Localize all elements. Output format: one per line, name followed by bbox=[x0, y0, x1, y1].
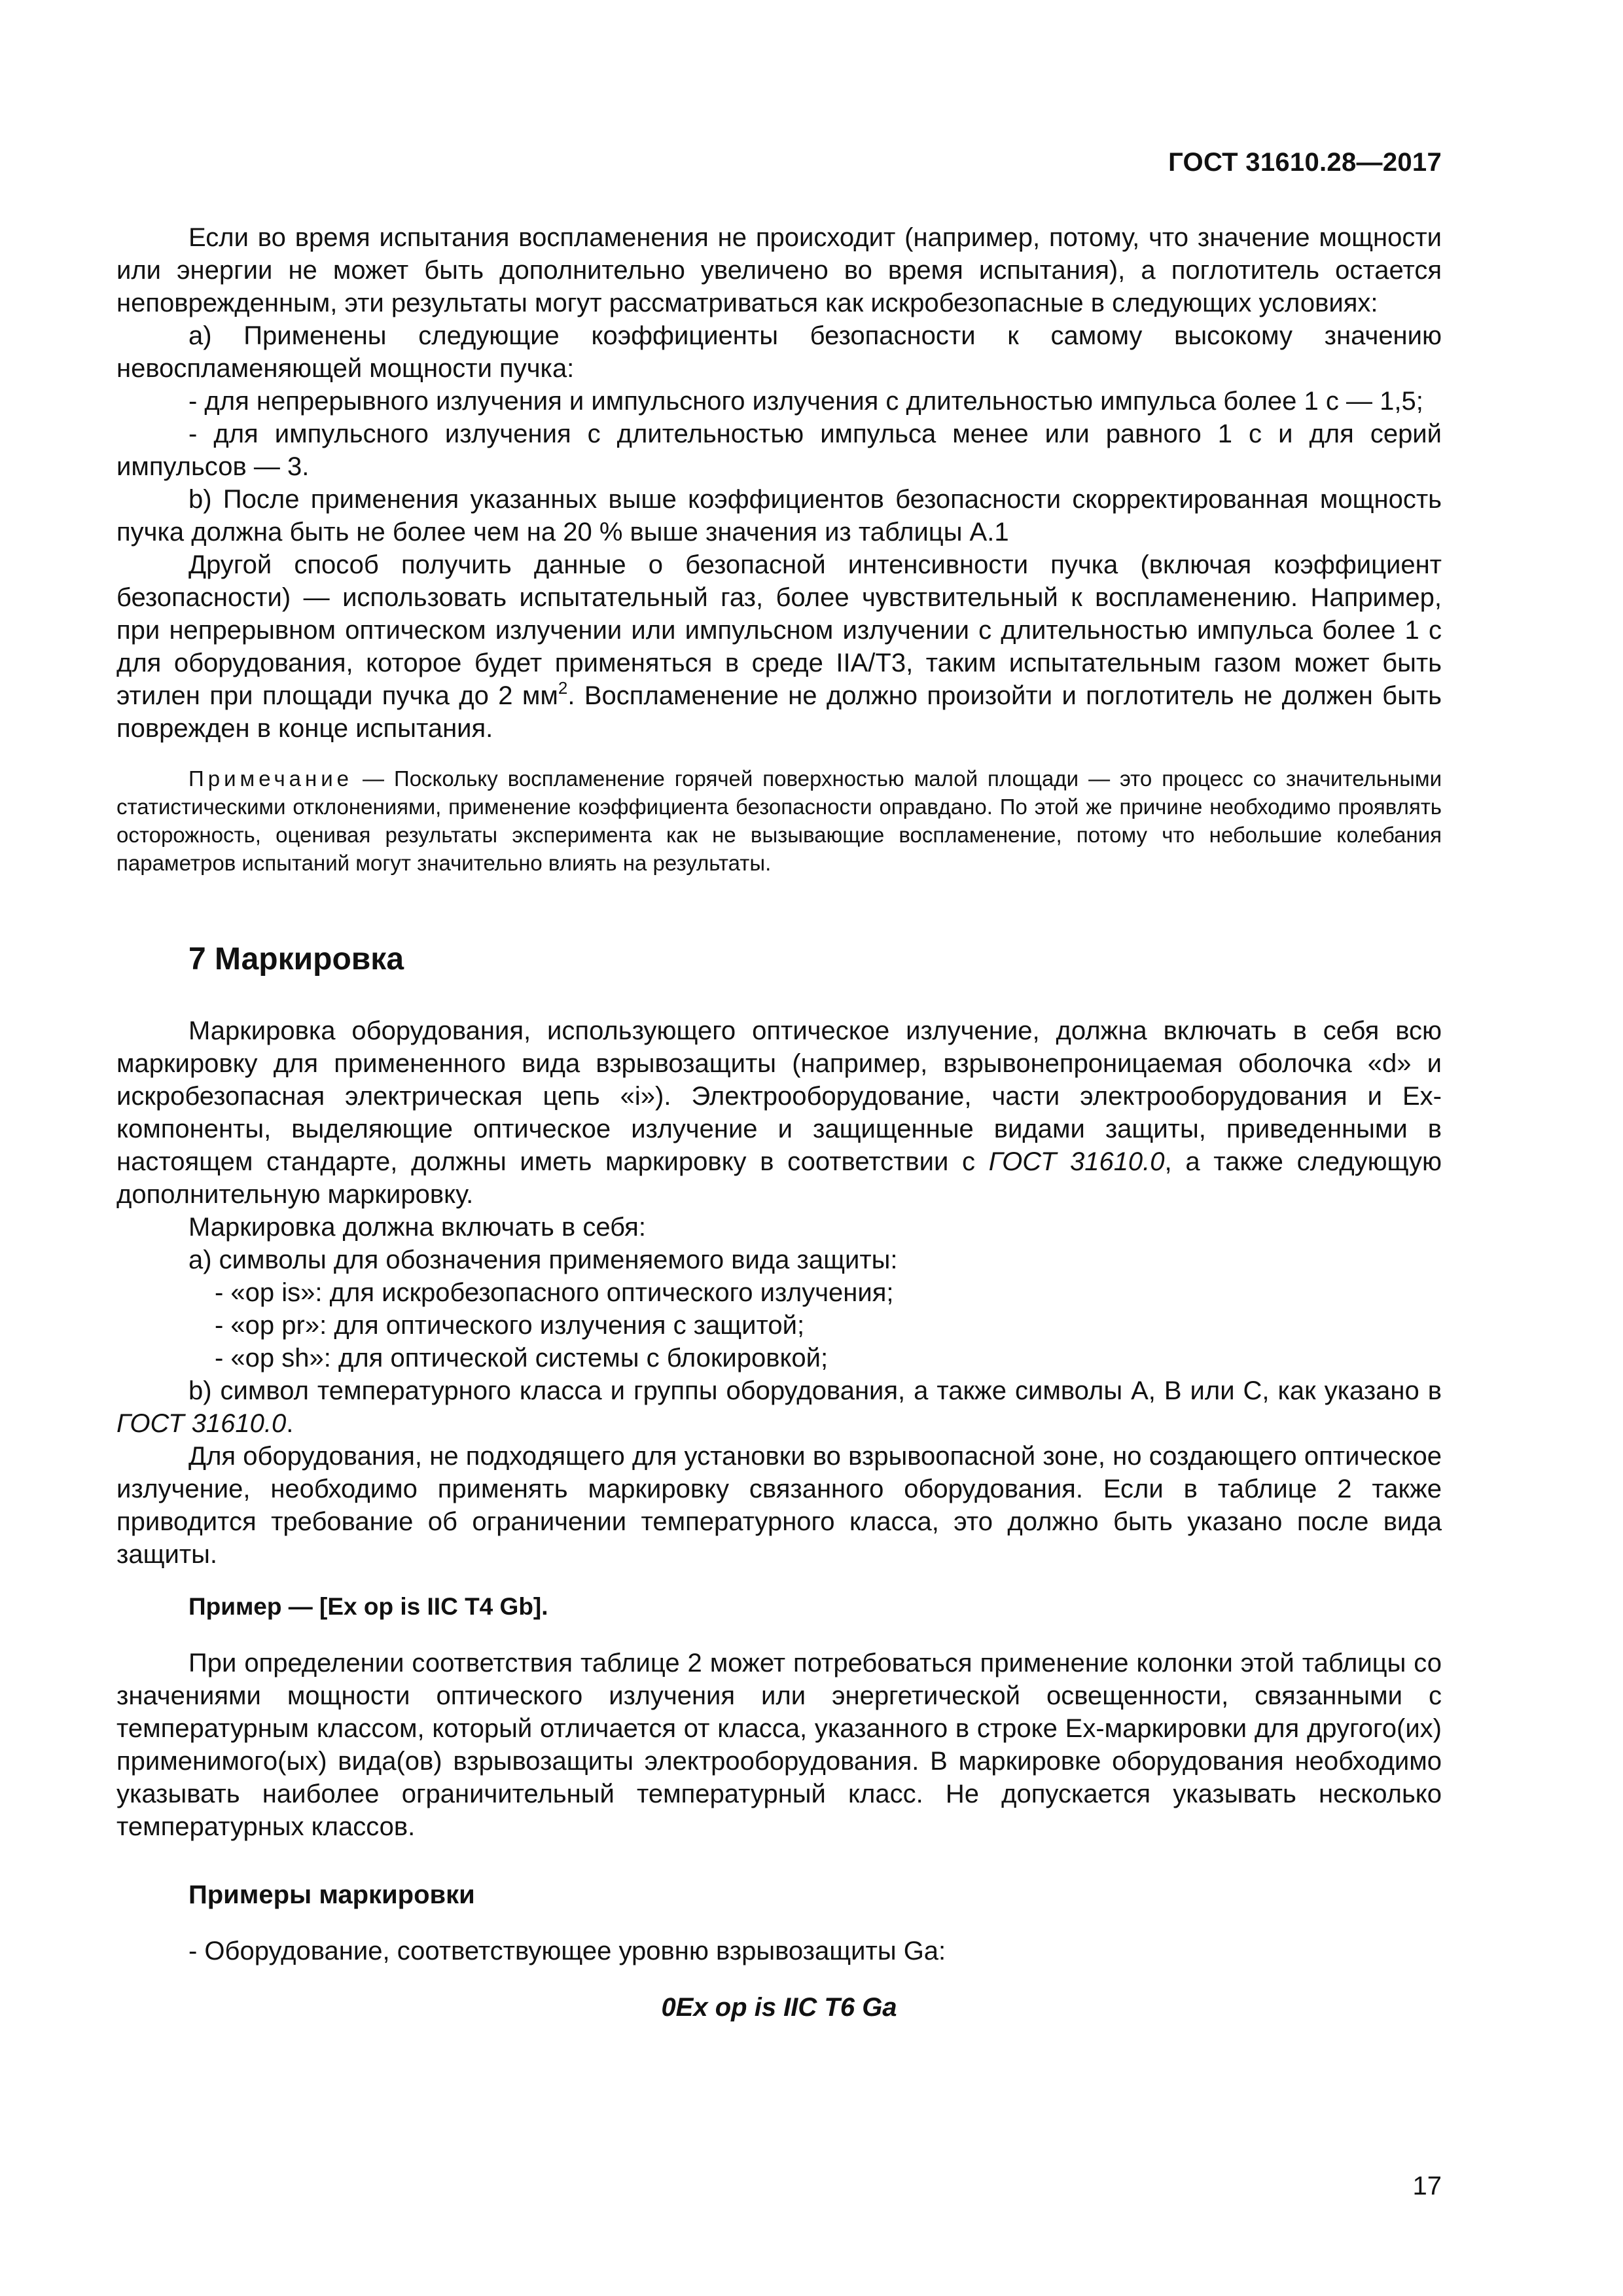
marking-item-b-end: . bbox=[286, 1409, 294, 1438]
marking-text-2: , а также следующую дополнительную маркировку. bbox=[116, 1147, 1442, 1209]
marking-paragraph-1 bbox=[116, 1014, 1442, 1211]
example-mark-ga: 0Ex op is IIC T6 Ga bbox=[661, 1993, 897, 2022]
marking-text-1: Маркировка оборудования, использующего оптическое излучение, должна включать в себя всю маркировку для примененного вида взрывозащиты (например, взрывонепроницаемая оболочка «d» и искробезопасная электрическая цепь «i»). Электрооборудование, части электрооборудования и Ex-компоненты, выделяющие оптическое излучение и защищенные видами защиты, приведенными в настоящем стандарте, должны иметь маркировку в соответствии с bbox=[116, 1016, 1442, 1176]
safety-factor-item-pulsed: - для импульсного излучения с длительностью импульса менее или равного 1 с и для серий импульсов — 3. bbox=[116, 420, 1442, 481]
marking-item-b bbox=[116, 1374, 1442, 1440]
section-7-heading: 7 Маркировка bbox=[188, 942, 404, 977]
alternative-method-text-1: Другой способ получить данные о безопасной интенсивности пучка (включая коэффициент безопасности) — использовать испытательный газ, более чувствительный к воспламенению. Например, при непрерывном оптическом излучении или импульсном излучении с длительностью импульса более 1 с для оборудования, которое будет применяться в среде IIA/T3, таким испытательным газом может быть этилен при площади пучка до 2 мм bbox=[116, 550, 1442, 710]
alternative-method-paragraph bbox=[116, 548, 1442, 745]
intro-paragraph-1: Если во время испытания воспламенения не происходит (например, потому, что значение мощности или энергии не может быть дополнительно увеличено во время испытания), а поглотитель остается неповрежденным, эти результаты могут рассматриваться как искробезопасные в следующих условиях: bbox=[116, 223, 1442, 317]
marking-item-b-text: b) символ температурного класса и группы оборудования, а также символы А, В или С, как указано в bbox=[188, 1376, 1442, 1405]
condition-b: b) После применения указанных выше коэффициентов безопасности скорректированная мощность пучка должна быть не более чем на 20 % выше значения из таблицы А.1 bbox=[116, 485, 1442, 547]
safety-factor-item-continuous: - для непрерывного излучения и импульсного излучения с длительностью импульса более 1 с — 1,5; bbox=[188, 387, 1423, 416]
symbol-op-is: - «op is»: для искробезопасного оптического излучения; bbox=[215, 1278, 894, 1307]
superscript-2: 2 bbox=[558, 678, 568, 698]
document-body bbox=[116, 221, 1442, 2024]
standard-code-header: ГОСТ 31610.28—2017 bbox=[1168, 148, 1442, 177]
example-item-ga: - Оборудование, соответствующее уровню взрывозащиты Ga: bbox=[188, 1937, 946, 1965]
table-2-compliance-paragraph: При определении соответствия таблице 2 может потребоваться применение колонки этой таблицы со значениями мощности оптического излучения или энергетической освещенности, связанными с температурным классом, который отличается от класса, указанного в строке Ex-маркировки для другого(их) применимого(ых) вида(ов) взрывозащиты электрооборудования. В маркировке оборудования необходимо указывать наиболее ограничительный температурный класс. Не допускается указывать несколько температурных классов. bbox=[116, 1649, 1442, 1841]
associated-equipment-paragraph: Для оборудования, не подходящего для установки во взрывоопасной зоне, но создающего оптическое излучение, необходимо применять маркировку связанного оборудования. Если в таблице 2 также приводится требование об ограничении температурного класса, это должно быть указано после вида защиты. bbox=[116, 1442, 1442, 1569]
condition-a: а) Применены следующие коэффициенты безопасности к самому высокому значению невоспламеняющей мощности пучка: bbox=[116, 321, 1442, 383]
marking-must-include: Маркировка должна включать в себя: bbox=[188, 1213, 646, 1242]
note-label: Примечание bbox=[188, 766, 353, 791]
note-text: — Поскольку воспламенение горячей поверхностью малой площади — это процесс со значительными статистическими отклонениями, применение коэффициента безопасности оправдано. По этой же причине необходимо проявлять осторожность, оценивая результаты эксперимента как не вызывающие воспламенение, потому что небольшие колебания параметров испытаний могут значительно влиять на результаты. bbox=[116, 766, 1442, 875]
symbol-op-sh: - «op sh»: для оптической системы с блокировкой; bbox=[215, 1344, 829, 1372]
marking-examples-heading: Примеры маркировки bbox=[188, 1880, 475, 1909]
marking-item-a: а) символы для обозначения применяемого вида защиты: bbox=[188, 1246, 898, 1274]
symbol-op-pr: - «op pr»: для оптического излучения с защитой; bbox=[215, 1311, 805, 1340]
standard-reference-link-2: ГОСТ 31610.0 bbox=[116, 1409, 287, 1438]
note bbox=[116, 764, 1442, 877]
page-number: 17 bbox=[1412, 2172, 1442, 2200]
example-marking: Пример — [Ex op is IIC T4 Gb]. bbox=[188, 1593, 548, 1620]
alternative-method-text-2: . Воспламенение не должно произойти и поглотитель не должен быть поврежден в конце испытания. bbox=[116, 681, 1442, 743]
standard-reference-link: ГОСТ 31610.0 bbox=[988, 1147, 1165, 1176]
